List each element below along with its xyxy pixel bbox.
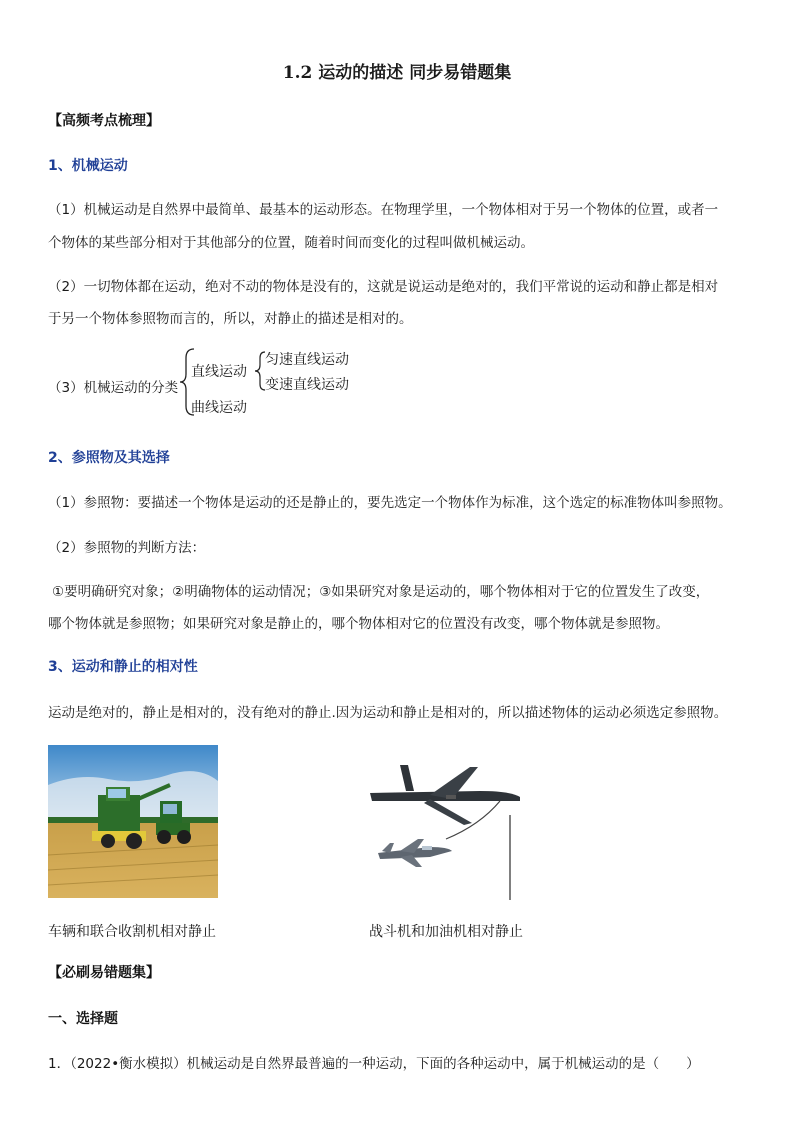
section-header-exercises: 【必刷易错题集】	[48, 965, 160, 981]
paragraph-method-line-2: 哪个物体就是参照物；如果研究对象是静止的，哪个物体相对它的位置没有改变，哪个物体就是参照物。	[48, 616, 669, 632]
paragraph-method-line-1: ①要明确研究对象；②明确物体的运动情况；③如果研究对象是运动的，哪个物体相对于它的位置发生了改变，	[52, 584, 710, 600]
harvester-photo	[48, 745, 218, 898]
heading-reference-frame: 2、参照物及其选择	[48, 450, 170, 466]
paragraph-2-line-1: （2）一切物体都在运动，绝对不动的物体是没有的，这就是说运动是绝对的，我们平常说的运动和静止都是相对	[48, 279, 719, 295]
class-variable-linear: 变速直线运动	[265, 377, 349, 393]
paragraph-judgement-method: （2）参照物的判断方法：	[48, 540, 206, 556]
caption-harvester: 车辆和联合收割机相对静止	[48, 924, 216, 940]
caption-aircraft: 战斗机和加油机相对静止	[369, 924, 523, 940]
paragraph-reference-definition: （1）参照物：要描述一个物体是运动的还是静止的，要先选定一个物体作为标准，这个选定的标准物体叫参照物。	[48, 495, 732, 511]
class-straight-motion: 直线运动	[191, 364, 247, 380]
class-uniform-linear: 匀速直线运动	[265, 352, 349, 368]
classification-label: （3）机械运动的分类	[48, 380, 179, 396]
class-curvilinear-motion: 曲线运动	[191, 400, 247, 416]
heading-relativity: 3、运动和静止的相对性	[48, 659, 198, 675]
page-title: 1.2 运动的描述 同步易错题集	[282, 63, 512, 83]
paragraph-2-line-2: 于另一个物体参照物而言的，所以，对静止的描述是相对的。	[48, 311, 413, 327]
question-1: 1．（2022•衡水模拟）机械运动是自然界最普遍的一种运动，下面的各种运动中，属于机械运动的是（ ）	[48, 1056, 700, 1072]
paragraph-1-line-1: （1）机械运动是自然界中最简单、最基本的运动形态。在物理学里，一个物体相对于另一个物体的位置，或者一	[48, 202, 719, 218]
aircraft-refueling-photo	[360, 755, 530, 903]
heading-mechanical-motion: 1、机械运动	[48, 158, 128, 174]
paragraph-1-line-2: 个物体的某些部分相对于其他部分的位置，随着时间而变化的过程叫做机械运动。	[48, 235, 534, 251]
section-header-points: 【高频考点梳理】	[48, 113, 160, 129]
part-multiple-choice: 一、选择题	[48, 1011, 118, 1027]
paragraph-relativity: 运动是绝对的，静止是相对的，没有绝对的静止.因为运动和静止是相对的，所以描述物体的运动必须选定参照物。	[48, 705, 728, 721]
